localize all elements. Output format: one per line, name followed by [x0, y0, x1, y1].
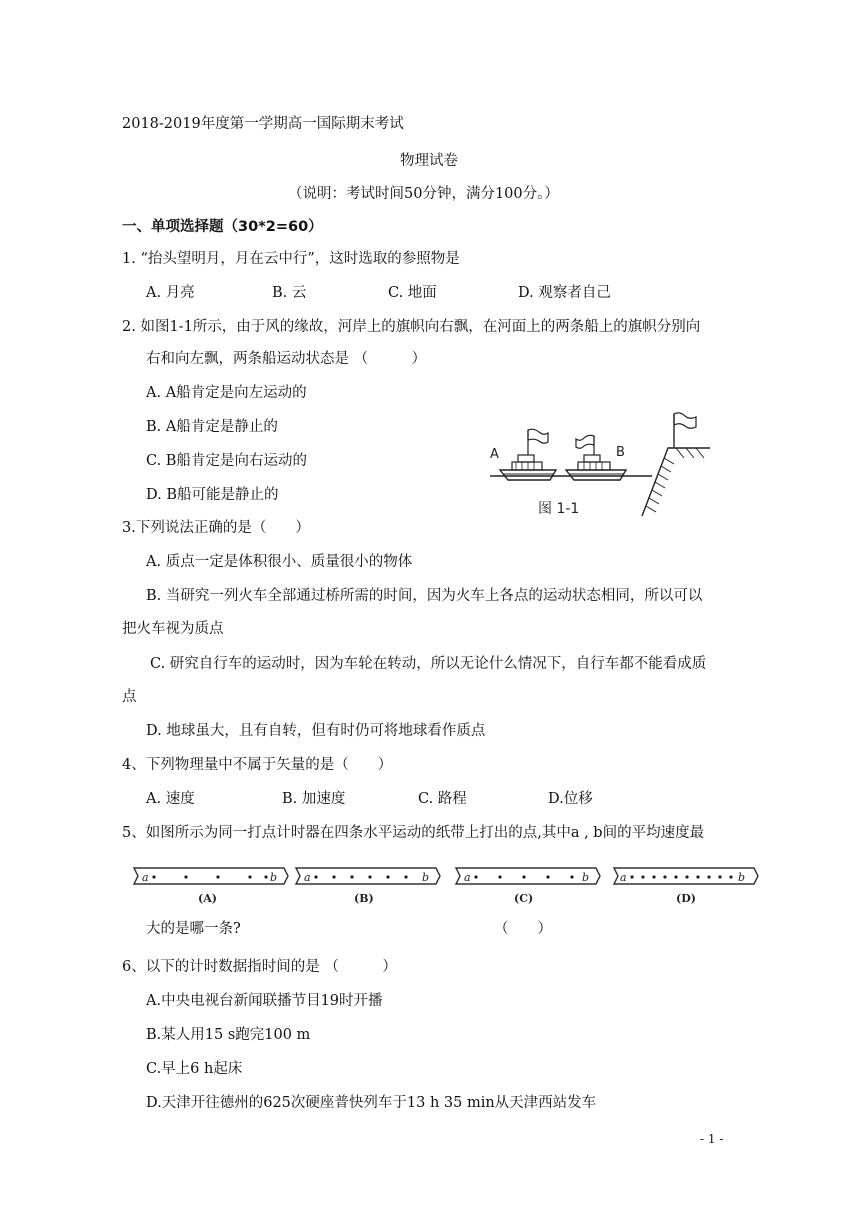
exam-note: （说明：考试时间50分钟，满分100分。） — [288, 186, 559, 202]
tape-a-dot — [216, 875, 219, 878]
figure-caption: 图 1-1 — [538, 501, 580, 517]
tape-c-dot — [474, 875, 477, 878]
tape-c-caption: (C) — [514, 892, 534, 905]
tape-d-caption: (D) — [676, 892, 696, 905]
tape-c-dot — [498, 875, 501, 878]
q3-option-b-line2: 把火车视为质点 — [122, 621, 224, 637]
tape-c-end-label: b — [582, 871, 590, 884]
tape-d-dot — [663, 875, 666, 878]
boat-b-label: B — [616, 445, 625, 460]
q6-stem: 6、以下的计时数据指时间的是 （ ） — [122, 959, 397, 975]
q6-option-b: B.某人用15 s跑完100 m — [146, 1027, 311, 1043]
tape-b-dot — [368, 875, 371, 878]
tape-c-dot — [570, 875, 573, 878]
page-number: - 1 - — [700, 1132, 724, 1146]
tape-b-end-label: b — [422, 871, 430, 884]
q1-option-b: B. 云 — [272, 285, 307, 301]
tape-c — [456, 868, 600, 905]
q1-option-d: D. 观察者自己 — [518, 285, 611, 301]
tape-a-caption: (A) — [198, 892, 217, 905]
tape-a-end-label: b — [270, 871, 278, 884]
tape-c-start-label: a — [464, 871, 471, 884]
tape-d-dot — [707, 875, 710, 878]
tape-a-dot — [184, 875, 187, 878]
q1-option-a: A. 月亮 — [146, 285, 195, 301]
shore-bank — [642, 413, 710, 516]
tape-a-dot — [248, 875, 251, 878]
tape-a-dot — [264, 875, 267, 878]
q4-option-d: D.位移 — [548, 791, 593, 807]
tape-b-dot — [332, 875, 335, 878]
tape-d-dot — [652, 875, 655, 878]
q4-option-a: A. 速度 — [146, 791, 195, 807]
tape-c-dot — [546, 875, 549, 878]
q2-option-b: B. A船肯定是静止的 — [146, 419, 278, 435]
q6-option-d: D.天津开往德州的625次硬座普快列车于13 h 35 min从天津西站发车 — [146, 1095, 597, 1111]
q1-stem: 1. “抬头望明月，月在云中行”，这时选取的参照物是 — [122, 251, 460, 267]
tape-d-dot — [718, 875, 721, 878]
q3-option-c-line1: C. 研究自行车的运动时，因为车轮在转动，所以无论什么情况下，自行车都不能看成质 — [150, 656, 707, 672]
tape-a-start-label: a — [142, 871, 149, 884]
section-heading: 一、单项选择题（30*2=60） — [122, 219, 323, 235]
q2-option-a: A. A船肯定是向左运动的 — [146, 385, 307, 401]
boat-a — [500, 429, 556, 480]
q3-option-b-line1: B. 当研究一列火车全部通过桥所需的时间，因为火车上各点的运动状态相同，所以可以 — [146, 588, 703, 604]
q5-stem-line2: 大的是哪一条? — [146, 921, 241, 937]
q3-option-a: A. 质点一定是体积很小、质量很小的物体 — [146, 554, 413, 570]
q3-stem: 3.下列说法正确的是（ ） — [122, 520, 310, 536]
tape-b — [296, 868, 440, 905]
q5-answer-paren: （ ） — [494, 921, 552, 937]
q6-option-a: A.中央电视台新闻联播节目19时开播 — [146, 993, 383, 1009]
q3-option-c-line2: 点 — [122, 689, 137, 705]
figure-1-1 — [484, 408, 716, 522]
q4-option-c: C. 路程 — [418, 791, 467, 807]
subject-title: 物理试卷 — [400, 153, 458, 169]
q4-option-b: B. 加速度 — [282, 791, 346, 807]
exam-title: 2018-2019年度第一学期高一国际期末考试 — [122, 116, 404, 132]
tape-b-dot — [386, 875, 389, 878]
tape-b-caption: (B) — [354, 892, 374, 905]
q1-option-c: C. 地面 — [388, 285, 437, 301]
q2-stem-line1: 2. 如图1-1所示，由于风的缘故，河岸上的旗帜向右飘，在河面上的两条船上的旗帜分别向 — [122, 319, 701, 335]
tape-d-start-label: a — [620, 871, 627, 884]
tape-b-start-label: a — [304, 871, 311, 884]
tape-d-dot — [729, 875, 732, 878]
tape-d — [614, 868, 758, 905]
tape-d-dot — [641, 875, 644, 878]
tape-d-dot — [696, 875, 699, 878]
q3-option-d: D. 地球虽大，且有自转，但有时仍可将地球看作质点 — [146, 723, 486, 739]
tape-c-dot — [522, 875, 525, 878]
tape-d-dot — [674, 875, 677, 878]
tape-a — [134, 868, 288, 905]
tape-b-dot — [404, 875, 407, 878]
tape-a-dot — [152, 875, 155, 878]
q2-option-d: D. B船可能是静止的 — [146, 487, 279, 503]
boat-a-label: A — [490, 447, 499, 462]
q2-stem-line2: 右和向左飘，两条船运动状态是 （ ） — [146, 351, 427, 367]
tape-d-dot — [685, 875, 688, 878]
tape-b-dot — [350, 875, 353, 878]
q5-stem-line1: 5、如图所示为同一打点计时器在四条水平运动的纸带上打出的点,其中a , b间的平均速度最 — [122, 825, 705, 841]
q2-option-c: C. B船肯定是向右运动的 — [146, 453, 307, 469]
tape-d-end-label: b — [738, 871, 746, 884]
q6-option-c: C.早上6 h起床 — [146, 1061, 243, 1077]
q4-stem: 4、下列物理量中不属于矢量的是（ ） — [122, 757, 393, 773]
tape-figure — [130, 858, 770, 914]
tape-b-dot — [314, 875, 317, 878]
tape-d-dot — [630, 875, 633, 878]
